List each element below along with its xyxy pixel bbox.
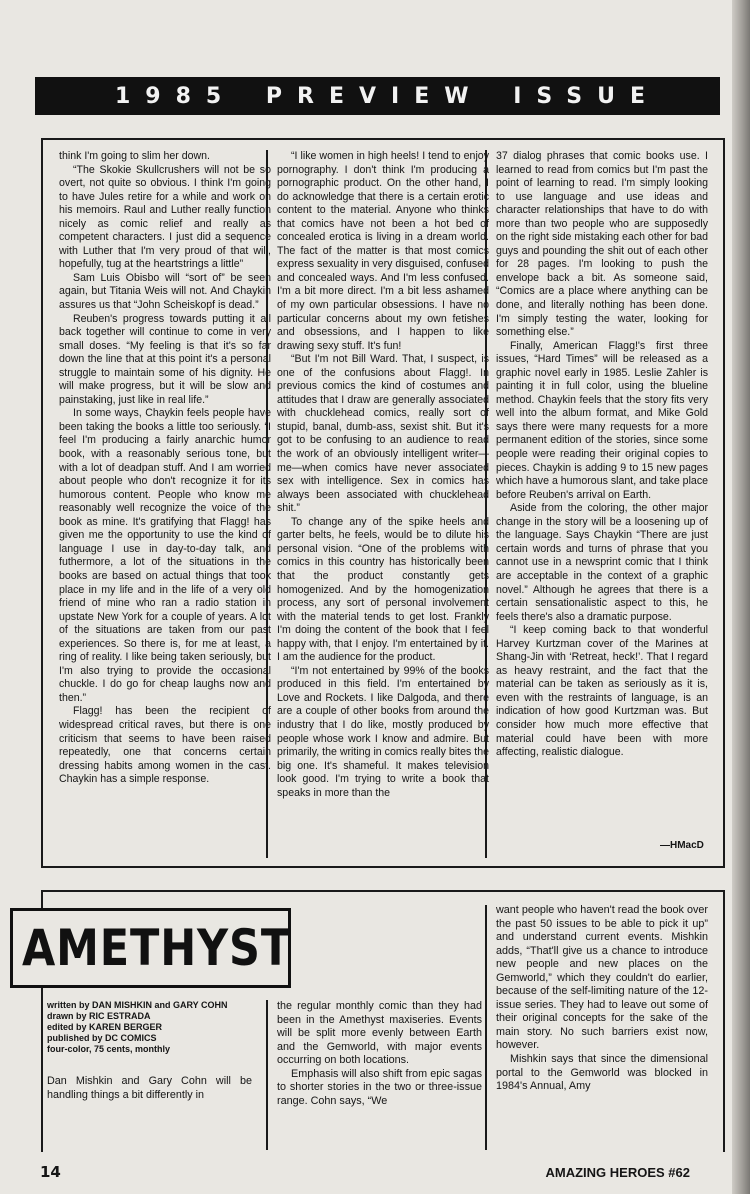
amethyst-credits bbox=[47, 1000, 247, 1055]
page-number: 14 bbox=[40, 1163, 61, 1181]
credit-line: written by DAN MISHKIN and GARY COHN bbox=[47, 1000, 228, 1010]
credit-line: edited by KAREN BERGER bbox=[47, 1022, 163, 1032]
paragraph: Emphasis will also shift from epic sagas to shorter stories in the two or three-issue range. Cohn says, “We bbox=[277, 1067, 482, 1107]
paragraph: want people who haven't read the book over the past 50 issues to be able to pick it up” and understand current events. Mishkin adds, “That'll give us a chance to introduce new people and new places on the Gemworld,” which they couldn't do earlier, because of the self-limiting nature of the 12-issue series. They had to leave out some of their original concepts for the sake of the main story. No such barriers exist now, however. bbox=[496, 904, 708, 1052]
credit-line: published by DC COMICS bbox=[47, 1033, 157, 1043]
amethyst-column-1 bbox=[47, 1075, 252, 1102]
page-edge bbox=[732, 0, 750, 1194]
preview-banner bbox=[35, 77, 720, 115]
paragraph: “But I'm not Bill Ward. That, I suspect, is one of the confusions about Flagg!. In previous comics the kind of costumes and attitudes that I draw are generally associated with chucklehead comics, really sort of stupid, banal, dumb-ass, sexist shit. But it's got to be confusing to an audience to read the work of an obviously intelligent writer—me—when comics have never associated sex with intelligence. Sex in comics has always been associated with chucklehead shit.” bbox=[277, 353, 489, 515]
amethyst-column-3 bbox=[496, 904, 708, 1094]
paragraph: “I like women in high heels! I tend to enjoy pornography. I don't think I'm producing a pornographic product. On the other hand, I do acknowledge that there is a certain erotic content to the material. Anyone who thinks that comics have not been a hot bed of concealed erotica is living in a dream world. The fact of the matter is that most comics express sexuality in very disguised, confused and concealed ways. And I'm less confused. I'm a bit more direct. I'm a bit less ashamed of my own particular obsessions. I have no particular concerns about my own fetishes and obsessions, and I happen to like drawing sexy stuff. It's fun! bbox=[277, 150, 489, 352]
column-rule bbox=[485, 905, 487, 1150]
banner-word-issue: ISSUE bbox=[513, 83, 660, 109]
paragraph: In some ways, Chaykin feels people have been taking the books a little too seriously. “I feel I'm producing a fairly anarchic humor book, with a reasonably serious tone, but with a lot of deadpan stuff. And I am worried about people who don't recognize it for its humorous content. People who know me reasonably well recognize the voice of the book as mine. It's gratifying that Flagg! has given me the opportunity to use the kind of language I use in day-to-day talk, and futhermore, a lot of the situations in the books are based on actual things that took place in my life and in the life of a very old friend of mine who ran a radio station in upstate New York for a couple of years. A lot of the situations are taken from our past experiences. So there is, for me at least, a ring of reality. I like being taken seriously, but I'm also trying to provide the occasional chuckle. I do go for cheap laughs now and then.” bbox=[59, 407, 271, 704]
paragraph: To change any of the spike heels and garter belts, he feels, would be to dilute his personal vision. “One of the problems with comics in this country has historically been that the product constantly gets homogenized. And by the homogenization process, any sort of personal involvement with the material tends to get lost. Frankly I'm doing the content of the book that I feel happy with, that I enjoy. I'm entertained by it. I am the audience for the product. bbox=[277, 515, 489, 664]
credit-line: four-color, 75 cents, monthly bbox=[47, 1044, 171, 1054]
paragraph: the regular monthly comic than they had been in the Amethyst maxiseries. Events will be split more evenly between Earth and the Gemworld, with major events occurring on both locations. bbox=[277, 1000, 482, 1067]
banner-word-preview: PREVIEW bbox=[265, 83, 484, 109]
paragraph: Sam Luis Obisbo will “sort of” be seen again, but Titania Weis will not. And Chaykin assures us that “John Scheiskopf is dead.” bbox=[59, 271, 271, 312]
paragraph: Mishkin says that since the dimensional portal to the Gemworld was blocked in 1984's Annual, Amy bbox=[496, 1053, 708, 1093]
amethyst-title: AMETHYST bbox=[22, 919, 292, 977]
credit-line: drawn by RIC ESTRADA bbox=[47, 1011, 151, 1021]
amethyst-column-2 bbox=[277, 1000, 482, 1108]
article-column-1 bbox=[59, 150, 271, 787]
banner-year: 1985 bbox=[115, 83, 237, 109]
paragraph: 37 dialog phrases that comic books use. I learned to read from comics but I'm past the point of learning to read. I'm simply looking to use language and use ideas and character relationships that have to do with more than two people who are supposedly on the right side mistaking each other for bad guys and pounding the shit out of each other for 28 pages. I'm looking to push the envelope back a bit. As someone said, “Comics are a place where anything can be done, and literally nothing has been done. I'm simply testing the water, looking for something else.” bbox=[496, 150, 708, 339]
paragraph: “I'm not entertained by 99% of the books produced in this field. I'm entertained by Love and Rockets. I like Dalgoda, and there are a couple of other books from around the industry that I do like, mostly produced by people whose work I know and admire. But primarily, the writing in comics really bites the big one. It's shameful. It makes television look good. I'm trying to write a book that speaks in more than the bbox=[277, 664, 489, 799]
magazine-issue: AMAZING HEROES #62 bbox=[545, 1165, 690, 1180]
paragraph: “I keep coming back to that wonderful Harvey Kurtzman cover of the Marines at Shang-Jin with ‘Retreat, heck!’. That I regard as heavy restraint, and the fact that the material can be taken as seriously as it is, even with the restraints of language, is an indication of how good Kurtzman was. But consider how much more effective that material could have been with more affecting, realistic dialogue. bbox=[496, 624, 708, 759]
paragraph: think I'm going to slim her down. bbox=[59, 150, 210, 162]
paragraph: Finally, American Flagg!'s first three issues, “Hard Times” will be released as a graphic novel early in 1985. Leslie Zahler is painting it in full color, using the blueline method. Chaykin feels that the story fits very well into the album format, and Mike Gold says there were many requests for a more permanent edition of the stories, since some people were reading their original copies to pieces. Chaykin is adding 9 to 15 new pages which have a humorous slant, and take place before Reuben's arrival on Earth. bbox=[496, 339, 709, 501]
article-column-3 bbox=[496, 150, 708, 760]
column-rule bbox=[266, 1000, 268, 1150]
author-signature: —HMacD bbox=[660, 840, 704, 851]
article-column-2 bbox=[277, 150, 489, 800]
paragraph: “The Skokie Skullcrushers will not be so overt, not quite so obvious. I think I'm going to have Jules retire for a while and work on his memoirs. Raul and Luther really function nicely as comic relief and really as competent characters. I just did a sequence with Luther that I'm very proud of that will, hopefully, tug at the heartstrings a little” bbox=[59, 163, 271, 271]
paragraph: Aside from the coloring, the other major change in the story will be a loosening up of the language. Says Chaykin “There are just certain words and turns of phrase that you cannot use in a newsprint comic that I think are acceptable in the context of a graphic novel.” Although he agrees that there is a certain sensationalistic aspect to this, he feels there's also a dramatic purpose. bbox=[496, 502, 708, 623]
paragraph: Dan Mishkin and Gary Cohn will be handling things a bit differently in bbox=[47, 1075, 252, 1101]
paragraph: Reuben's progress towards putting it all back together will continue to come in very small doses. “My feeling is that it's so far down the line that at this point it's a personal struggle to maintain some of his dignity. He will make progress, but it will be slow and painstaking, just like in real life.” bbox=[59, 312, 271, 406]
paragraph: Flagg! has been the recipient of widespread critical raves, but there is one criticism that seems to have been raised repeatedly, one that concerns certain dressing habits among women in the cast. Chaykin has a simple response. bbox=[59, 705, 271, 786]
